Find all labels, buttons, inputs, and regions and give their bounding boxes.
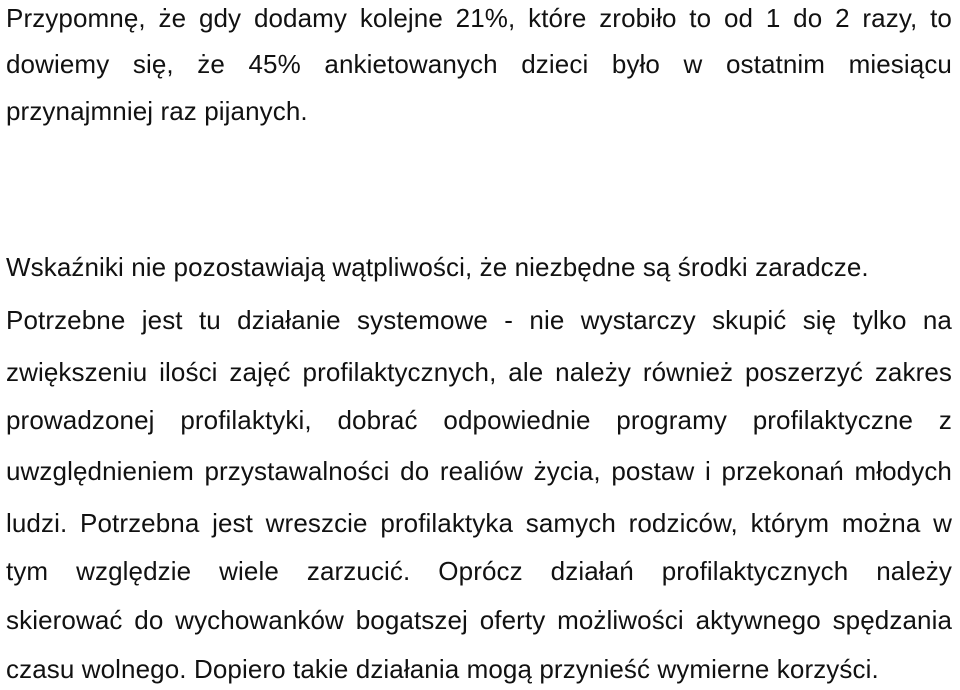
paragraph-line: Przypomnę, że gdy dodamy kolejne 21%, które zrobiło to od 1 do 2 razy, to (6, 3, 952, 33)
paragraph-line: uwzględnieniem przystawalności do realiów życia, postaw i przekonań młodych (6, 456, 952, 486)
paragraph-line: Potrzebne jest tu działanie systemowe - nie wystarczy skupić się tylko na (6, 305, 952, 335)
paragraph-line: dowiemy się, że 45% ankietowanych dzieci było w ostatnim miesiącu (6, 49, 952, 79)
paragraph-line: zwiększeniu ilości zajęć profilaktycznych, ale należy również poszerzyć zakres (6, 357, 952, 387)
paragraph-line: Wskaźniki nie pozostawiają wątpliwości, że niezbędne są środki zaradcze. (6, 252, 869, 282)
paragraph-line: skierować do wychowanków bogatszej oferty możliwości aktywnego spędzania (6, 605, 952, 635)
paragraph-line: prowadzonej profilaktyki, dobrać odpowiednie programy profilaktyczne z (6, 405, 952, 435)
paragraph-line: czasu wolnego. Dopiero takie działania mogą przynieść wymierne korzyści. (6, 654, 879, 684)
paragraph-line: przynajmniej raz pijanych. (6, 96, 308, 126)
paragraph-line: tym względzie wiele zarzucić. Oprócz działań profilaktycznych należy (6, 556, 952, 586)
paragraph-line: ludzi. Potrzebna jest wreszcie profilaktyka samych rodziców, którym można w (6, 508, 952, 538)
